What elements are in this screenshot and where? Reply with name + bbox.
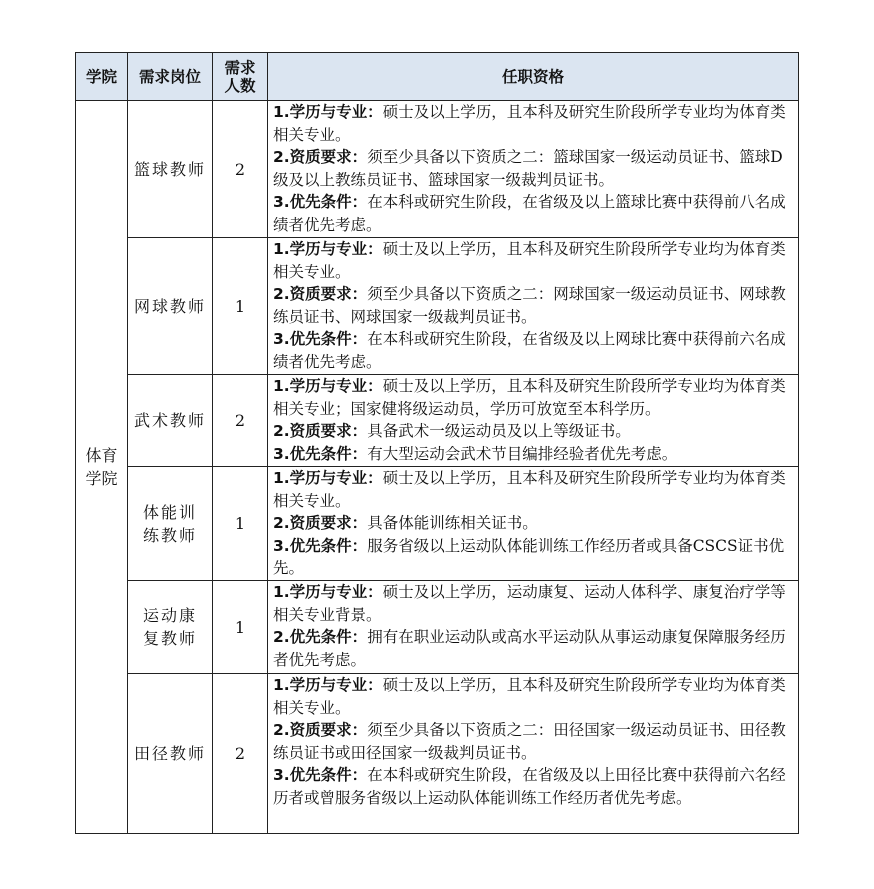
requirement-item — [273, 101, 794, 146]
requirement-item — [273, 512, 794, 535]
post-name: 网球教师 — [134, 296, 207, 316]
requirement-text: 硕士及以上学历，且本科及研究生阶段所学专业均为体育类相关专业。 — [273, 469, 786, 510]
requirement-text: 有大型运动会武术节目编排经验者优先考虑。 — [367, 444, 678, 463]
requirement-text: 具备体能训练相关证书。 — [367, 514, 538, 533]
count-cell: 1 — [213, 467, 268, 581]
requirement-label: 1.学历与专业： — [273, 240, 383, 258]
requirement-item — [273, 443, 794, 466]
table-row — [76, 467, 799, 581]
recruitment-table — [75, 52, 799, 834]
post-cell — [128, 375, 213, 467]
requirements-cell — [268, 581, 799, 674]
post-cell — [128, 581, 213, 674]
requirement-item — [273, 191, 794, 236]
requirement-label: 2.资质要求： — [273, 285, 368, 304]
requirement-item — [273, 146, 794, 191]
header-count-text: 需求人数 — [224, 58, 256, 95]
requirement-item — [273, 467, 794, 512]
count-cell: 2 — [213, 674, 268, 834]
requirement-text: 在本科或研究生阶段，在省级及以上篮球比赛中获得前八名成绩者优先考虑。 — [273, 193, 786, 234]
post-name: 篮球教师 — [134, 159, 207, 179]
requirement-text: 在本科或研究生阶段，在省级及以上网球比赛中获得前六名成绩者优先考虑。 — [273, 330, 786, 371]
requirement-item — [273, 764, 794, 809]
requirement-text: 具备武术一级运动员及以上等级证书。 — [367, 422, 631, 441]
requirement-text: 硕士及以上学历，且本科及研究生阶段所学专业均为体育类相关专业。 — [273, 103, 786, 144]
requirement-label: 1.学历与专业： — [273, 583, 383, 601]
post-name: 武术教师 — [134, 411, 207, 430]
table-row — [76, 238, 799, 375]
requirements-cell — [268, 467, 799, 581]
post-cell — [128, 101, 213, 238]
post-name: 体能训练教师 — [142, 502, 197, 545]
requirement-item — [273, 626, 794, 671]
requirement-item — [273, 238, 794, 283]
header-college: 学院 — [76, 53, 128, 101]
requirement-text: 硕士及以上学历，运动康复、运动人体科学、康复治疗学等相关专业背景。 — [273, 583, 786, 624]
requirement-label: 3.优先条件： — [273, 444, 368, 463]
college-name: 体育学院 — [85, 446, 118, 488]
post-name: 田径教师 — [134, 744, 207, 763]
count-cell: 2 — [213, 375, 268, 467]
post-cell — [128, 674, 213, 834]
requirement-text: 拥有在职业运动队或高水平运动队从事运动康复保障服务经历者优先考虑。 — [273, 628, 786, 669]
table-row — [76, 375, 799, 467]
table-row — [76, 581, 799, 674]
count-cell: 2 — [213, 101, 268, 238]
requirements-cell — [268, 674, 799, 834]
requirement-item — [273, 420, 794, 443]
requirement-text: 须至少具备以下资质之二：网球国家一级运动员证书、网球教练员证书、网球国家一级裁判员证书。 — [273, 285, 786, 326]
post-cell — [128, 238, 213, 375]
requirement-label: 3.优先条件： — [273, 536, 368, 555]
post-cell — [128, 467, 213, 581]
requirements-cell — [268, 238, 799, 375]
requirement-item — [273, 535, 794, 580]
requirement-label: 3.优先条件： — [273, 330, 368, 349]
requirement-label: 2.资质要求： — [273, 721, 368, 740]
post-name: 运动康复教师 — [142, 606, 197, 648]
requirement-item — [273, 328, 794, 373]
table-row — [76, 101, 799, 238]
header-count — [213, 53, 268, 101]
requirement-label: 1.学历与专业： — [273, 676, 383, 694]
requirement-item — [273, 674, 794, 719]
count-cell: 1 — [213, 238, 268, 375]
college-cell — [76, 101, 128, 834]
requirement-item — [273, 375, 794, 420]
count-cell: 1 — [213, 581, 268, 674]
requirement-label: 2.优先条件： — [273, 628, 368, 647]
requirement-text: 硕士及以上学历，且本科及研究生阶段所学专业均为体育类相关专业。 — [273, 240, 786, 281]
requirement-item — [273, 283, 794, 328]
requirement-label: 1.学历与专业： — [273, 469, 383, 487]
requirement-label: 3.优先条件： — [273, 193, 368, 212]
requirement-label: 3.优先条件： — [273, 766, 368, 785]
table-row — [76, 674, 799, 834]
requirements-cell — [268, 375, 799, 467]
requirement-text: 服务省级以上运动队体能训练工作经历者或具备CSCS证书优先。 — [273, 536, 785, 578]
requirement-label: 2.资质要求： — [273, 514, 368, 533]
requirement-label: 1.学历与专业： — [273, 377, 383, 395]
requirement-label: 2.资质要求： — [273, 148, 368, 167]
requirement-item — [273, 719, 794, 764]
requirement-text: 在本科或研究生阶段，在省级及以上田径比赛中获得前六名经历者或曾服务省级以上运动队体能训练工作经历者优先考虑。 — [273, 766, 786, 807]
header-post: 需求岗位 — [128, 53, 213, 101]
requirement-label: 2.资质要求： — [273, 422, 368, 441]
requirements-cell — [268, 101, 799, 238]
requirement-label: 1.学历与专业： — [273, 103, 383, 121]
header-requirements: 任职资格 — [268, 53, 799, 101]
requirement-text: 硕士及以上学历，且本科及研究生阶段所学专业均为体育类相关专业。 — [273, 676, 786, 717]
requirement-text: 须至少具备以下资质之二：篮球国家一级运动员证书、篮球D级及以上教练员证书、篮球国家一级裁判员证书。 — [273, 148, 783, 189]
header-row — [76, 53, 799, 101]
requirement-text: 须至少具备以下资质之二：田径国家一级运动员证书、田径教练员证书或田径国家一级裁判员证书。 — [273, 721, 786, 762]
requirement-text: 硕士及以上学历，且本科及研究生阶段所学专业均为体育类相关专业；国家健将级运动员，学历可放宽至本科学历。 — [273, 377, 786, 418]
requirement-item — [273, 581, 794, 626]
